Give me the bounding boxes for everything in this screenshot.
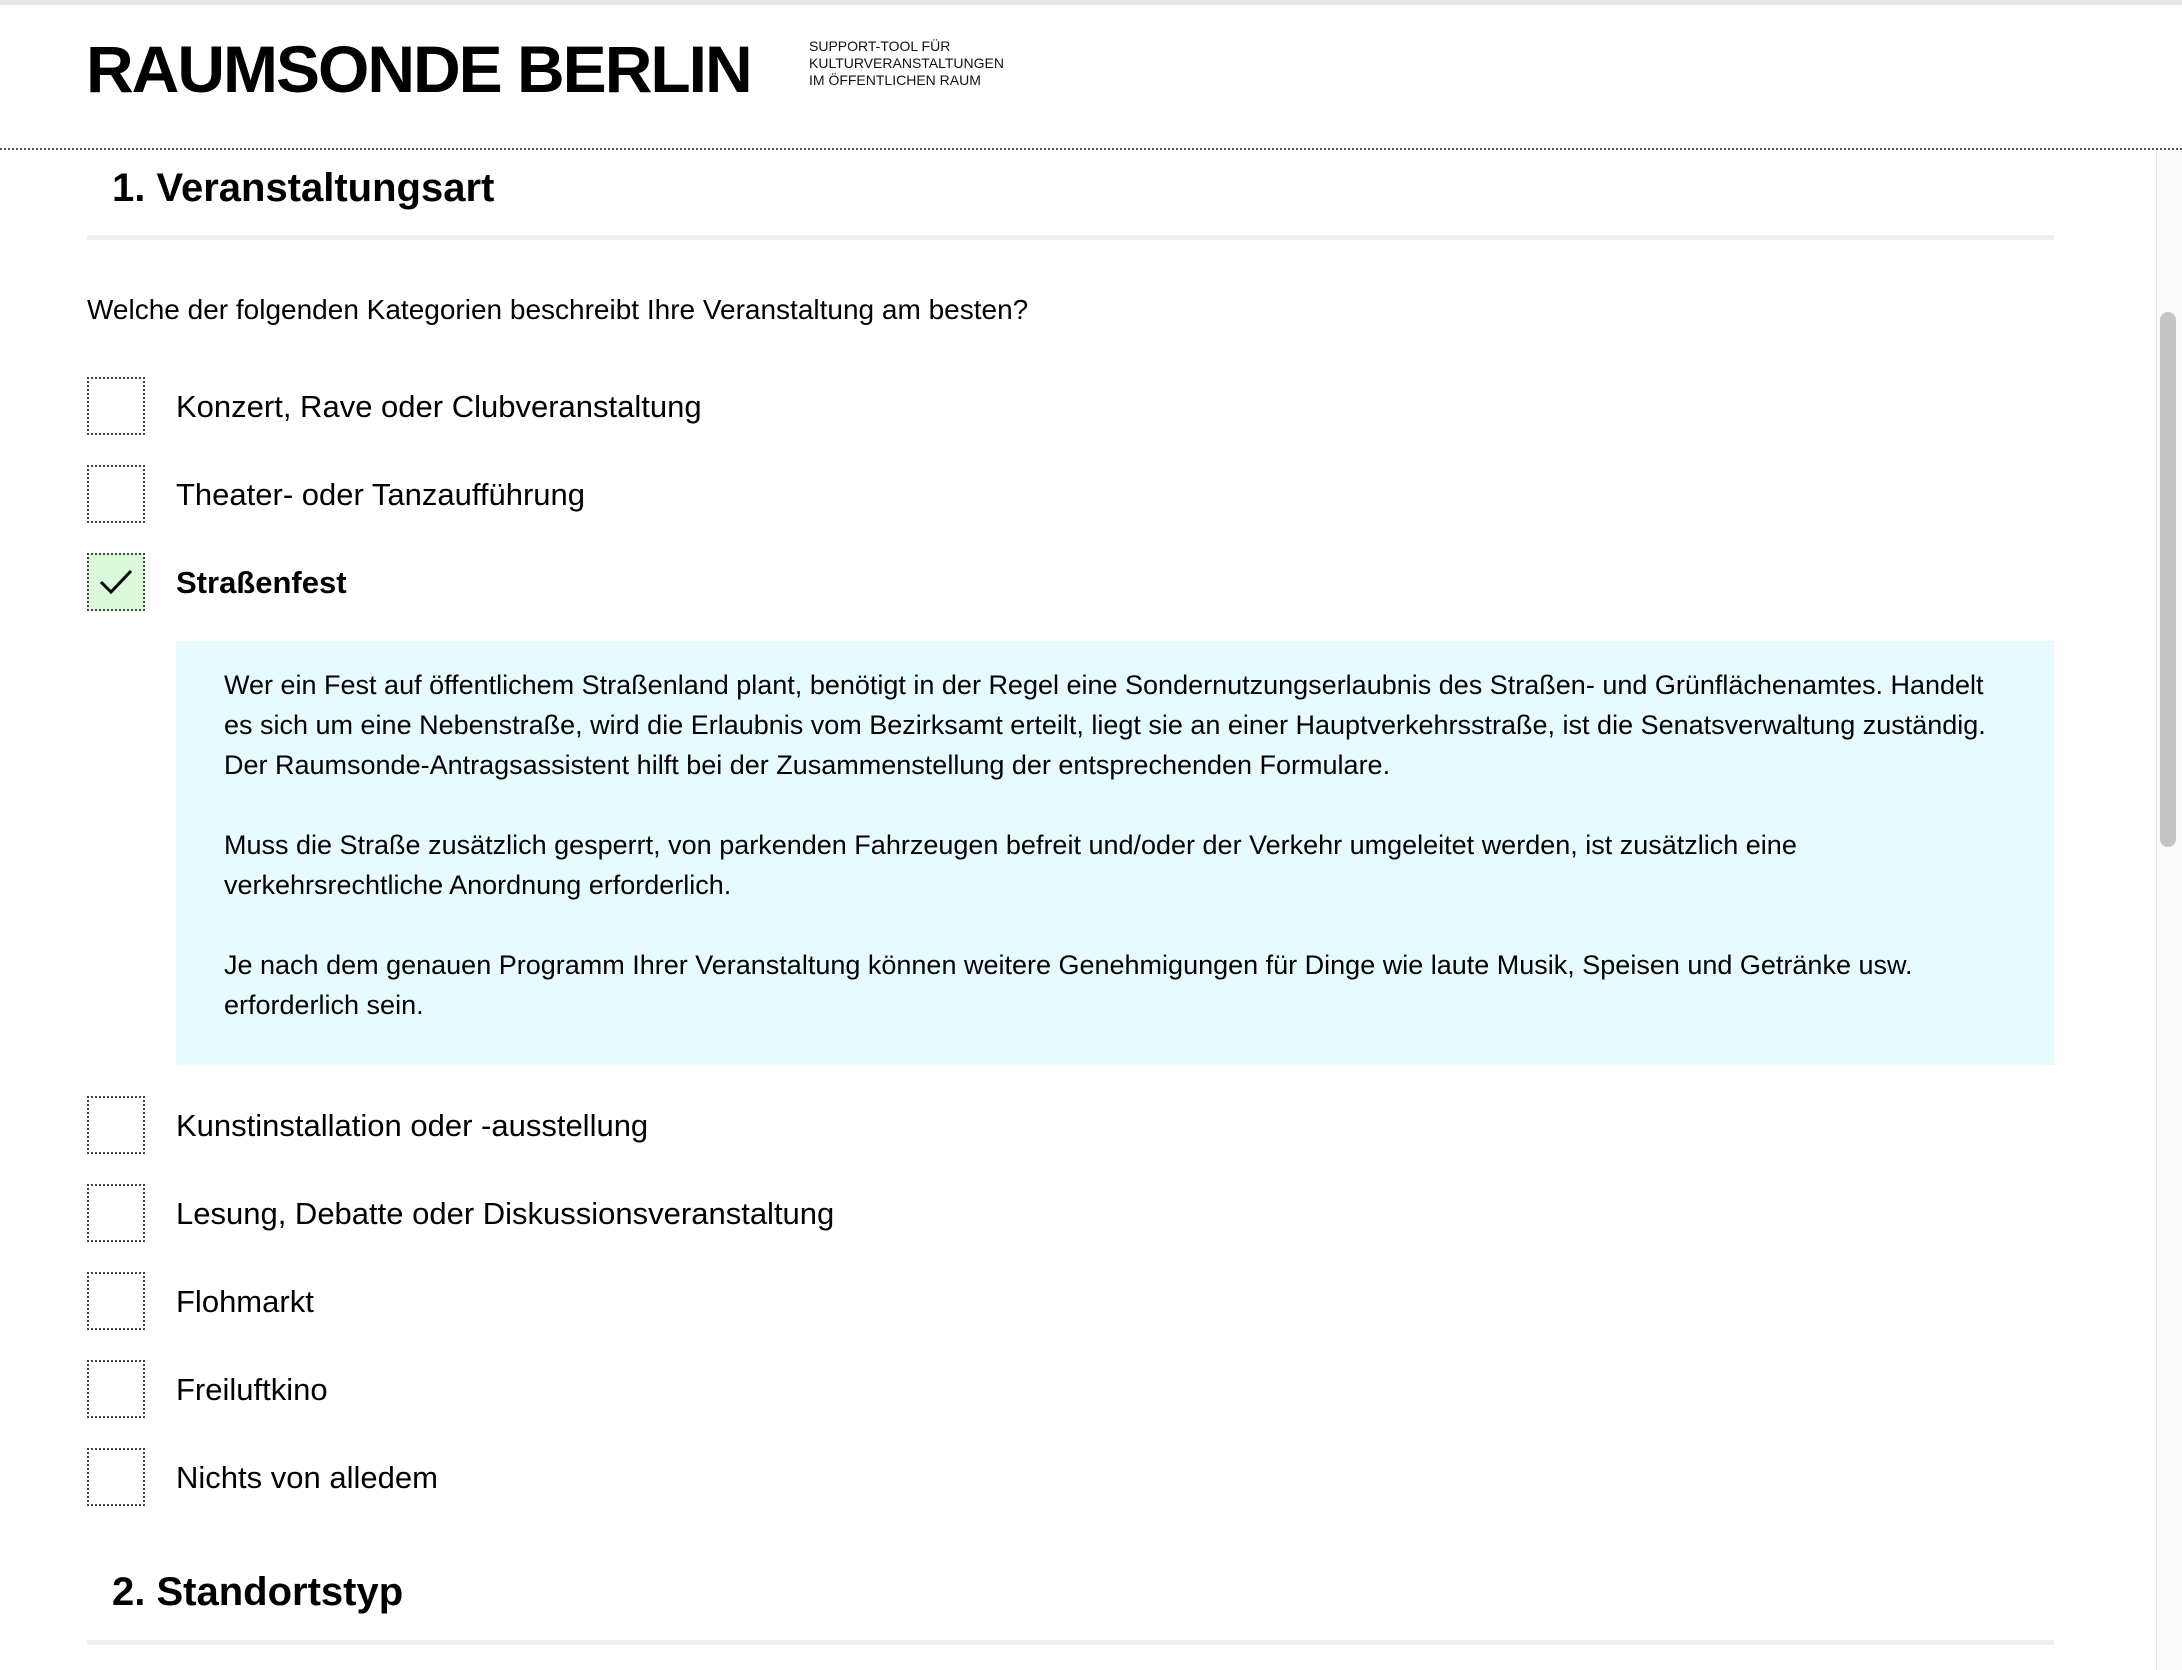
- checkmark-icon: [98, 566, 134, 598]
- info-paragraph: Muss die Straße zusätzlich gesperrt, von parkenden Fahrzeugen befreit und/oder der Verkehr umgeleitet werden, ist zusätzlich eine verkehrsrechtliche Anordnung erforderlich.: [224, 830, 1797, 900]
- tagline-line: IM ÖFFENTLICHEN RAUM: [809, 72, 981, 88]
- option-label: Straßenfest: [176, 565, 347, 600]
- checkbox[interactable]: [87, 1448, 145, 1506]
- site-tagline: [809, 38, 1004, 89]
- checkbox[interactable]: [87, 1272, 145, 1330]
- section-divider: [87, 1640, 2054, 1645]
- option-label: Flohmarkt: [176, 1284, 314, 1319]
- info-paragraph: Je nach dem genauen Programm Ihrer Veranstaltung können weitere Genehmigungen für Dinge wie laute Musik, Speisen und Getränke usw. erforderlich sein.: [224, 950, 1913, 1020]
- option-lesung[interactable]: [87, 1184, 1287, 1242]
- option-strassenfest[interactable]: [87, 553, 1287, 611]
- info-paragraph: Wer ein Fest auf öffentlichem Straßenland plant, benötigt in der Regel eine Sondernutzungserlaubnis des Straßen- und Grünflächenamtes. Handelt es sich um eine Nebenstraße, wird die Erlaubnis vom Bezirksamt erteilt, liegt sie an einer Hauptverkehrsstraße, ist die Senatsverwaltung zuständig. Der Raumsonde-Antragsassistent hilft bei der Zusammenstellung der entsprechenden Formulare.: [224, 670, 1986, 780]
- option-kunstinstallation[interactable]: [87, 1096, 1287, 1154]
- option-konzert[interactable]: [87, 377, 1287, 435]
- option-label: Lesung, Debatte oder Diskussionsveranstaltung: [176, 1196, 835, 1231]
- scrollbar-thumb[interactable]: [2160, 312, 2176, 847]
- section-title-veranstaltungsart: 1. Veranstaltungsart: [112, 166, 495, 210]
- checkbox[interactable]: [87, 1184, 145, 1242]
- site-logo[interactable]: RAUMSONDE BERLIN: [86, 32, 751, 106]
- checkbox[interactable]: [87, 465, 145, 523]
- option-label: Freiluftkino: [176, 1372, 328, 1407]
- checkbox-checked[interactable]: [87, 553, 145, 611]
- question-text: Welche der folgenden Kategorien beschreibt Ihre Veranstaltung am besten?: [87, 294, 1029, 325]
- info-box-strassenfest: [176, 641, 2054, 1065]
- checkbox[interactable]: [87, 377, 145, 435]
- site-header: [0, 5, 2182, 150]
- option-flohmarkt[interactable]: [87, 1272, 1287, 1330]
- option-label: Theater- oder Tanzaufführung: [176, 477, 586, 512]
- tagline-line: KULTURVERANSTALTUNGEN: [809, 55, 1004, 71]
- tagline-line: SUPPORT-TOOL FÜR: [809, 38, 951, 54]
- section-title-standortstyp: 2. Standortstyp: [112, 1570, 404, 1614]
- section-divider: [87, 235, 2054, 240]
- checkbox[interactable]: [87, 1096, 145, 1154]
- questionnaire: [0, 150, 2160, 1670]
- option-label: Nichts von alledem: [176, 1460, 438, 1495]
- option-freiluftkino[interactable]: [87, 1360, 1287, 1418]
- option-label: Kunstinstallation oder -ausstellung: [176, 1108, 649, 1143]
- checkbox[interactable]: [87, 1360, 145, 1418]
- option-label: Konzert, Rave oder Clubveranstaltung: [176, 389, 702, 424]
- option-nichts[interactable]: [87, 1448, 1287, 1506]
- option-theater[interactable]: [87, 465, 1287, 523]
